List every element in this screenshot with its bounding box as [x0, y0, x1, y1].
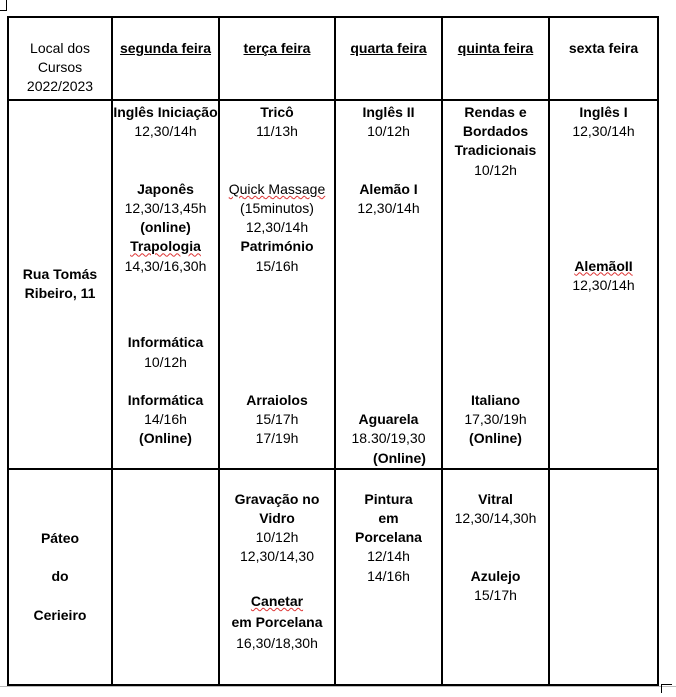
course-time: 12,30/14,30h: [454, 510, 537, 526]
course-name: Alemão I: [359, 180, 418, 197]
header-location-line: Cursos: [37, 59, 83, 76]
course-name: Informática: [127, 334, 204, 351]
course-time: 12/14h: [367, 548, 410, 565]
course-name: Aguarela: [358, 411, 419, 428]
course-name: Informática: [127, 392, 204, 408]
course-time: 11/13h: [256, 123, 298, 140]
course-time: 14,30/16,30h: [124, 257, 207, 274]
location-line: Páteo: [40, 529, 80, 546]
day-label: sexta feira: [568, 40, 639, 56]
course-name: Rendas e: [464, 104, 527, 120]
course-time: 12,30/14h: [134, 123, 197, 140]
location-cell: [8, 469, 112, 685]
day-label: terça feira: [243, 40, 311, 56]
header-day-wednesday: [335, 17, 442, 100]
course-time: 15/17h: [255, 411, 299, 428]
course-name: Inglês II: [362, 104, 415, 120]
header-day-friday: [549, 17, 658, 100]
course-name: Vidro: [259, 510, 295, 526]
location-line: Rua Tomás: [22, 266, 98, 283]
course-name: Quick Massage: [228, 180, 326, 197]
schedule-row-pateo-do-cerieiro: [8, 469, 658, 685]
cell-monday: [112, 469, 219, 685]
course-name: Canetar: [250, 592, 304, 609]
course-name: em Porcelana: [231, 614, 323, 630]
location-line: do: [51, 568, 69, 585]
course-name: Arraiolos: [246, 392, 308, 408]
course-name: Azulejo: [470, 567, 521, 584]
course-name: Tradicionais: [454, 142, 537, 159]
page-bottom-rule: [0, 686, 676, 687]
course-note: (Online): [139, 430, 192, 447]
header-location-line: Local dos: [30, 40, 90, 56]
course-time: 12,30/14h: [572, 123, 635, 140]
course-time: 14/16h: [144, 411, 187, 428]
course-time: 12,30/14h: [245, 219, 309, 236]
course-time: 14/16h: [367, 567, 410, 584]
course-time: 15/16h: [255, 257, 299, 274]
page-corner-mark: [661, 684, 672, 693]
course-time: 18.30/19,30: [351, 430, 426, 447]
header-day-tuesday: [219, 17, 335, 100]
location-cell: [8, 100, 112, 469]
course-time: 16,30/18,30h: [236, 635, 318, 652]
course-time: 10/12h: [255, 529, 299, 546]
cell-monday: [112, 100, 219, 469]
course-note: (online): [140, 219, 191, 236]
header-location-line: 2022/2023: [26, 78, 94, 95]
cell-friday: [549, 100, 658, 469]
header-day-thursday: [442, 17, 549, 100]
location-line: Cerieiro: [33, 606, 87, 623]
course-time: 12,30/14h: [572, 276, 635, 293]
cell-wednesday: [335, 100, 442, 469]
course-time: 12,30/14h: [357, 200, 420, 216]
cell-friday: [549, 469, 658, 685]
course-time: 15/17h: [474, 586, 517, 603]
location-line: Ribeiro, 11: [24, 285, 96, 302]
day-label: quinta feira: [457, 40, 534, 56]
course-detail: (15minutos): [240, 200, 314, 216]
course-note: (Online): [469, 430, 522, 447]
course-name: Património: [240, 238, 314, 255]
header-day-monday: [112, 17, 219, 100]
cell-wednesday: [335, 469, 442, 685]
course-time: 17,30/19h: [464, 411, 527, 428]
header-location-cell: [8, 17, 112, 100]
course-name: Italiano: [470, 392, 520, 408]
course-time: 10/12h: [367, 123, 410, 140]
course-name: Tricô: [260, 104, 294, 120]
course-time: 10/12h: [144, 353, 187, 370]
cell-tuesday: [219, 100, 335, 469]
course-time: 12,30/13,45h: [124, 200, 207, 216]
course-name: Japonês: [137, 180, 194, 197]
course-name: Vitral: [478, 490, 513, 507]
cell-thursday: [442, 469, 549, 685]
course-time: 10/12h: [474, 161, 517, 178]
course-time: 17/19h: [255, 430, 299, 447]
course-name: Pintura: [364, 490, 413, 507]
day-label: segunda feira: [119, 40, 212, 56]
course-name: Trapologia: [130, 238, 201, 255]
page-corner-mark: [0, 0, 7, 11]
course-name: AlemãoII: [574, 257, 633, 274]
header-row: [8, 17, 658, 100]
day-label: quarta feira: [350, 40, 427, 56]
course-name: Inglês I: [579, 104, 628, 120]
course-name: Inglês Iniciação: [113, 104, 218, 120]
cell-tuesday: [219, 469, 335, 685]
course-name: em: [378, 510, 399, 526]
course-schedule-table: [7, 16, 659, 686]
course-name: Porcelana: [355, 529, 422, 546]
course-time: 12,30/14,30: [240, 548, 314, 565]
course-note: (Online): [373, 449, 426, 466]
schedule-row-rua-tomas-ribeiro: [8, 100, 658, 469]
course-name: Gravação no: [234, 490, 320, 507]
cell-thursday: [442, 100, 549, 469]
course-name: Bordados: [462, 123, 529, 140]
